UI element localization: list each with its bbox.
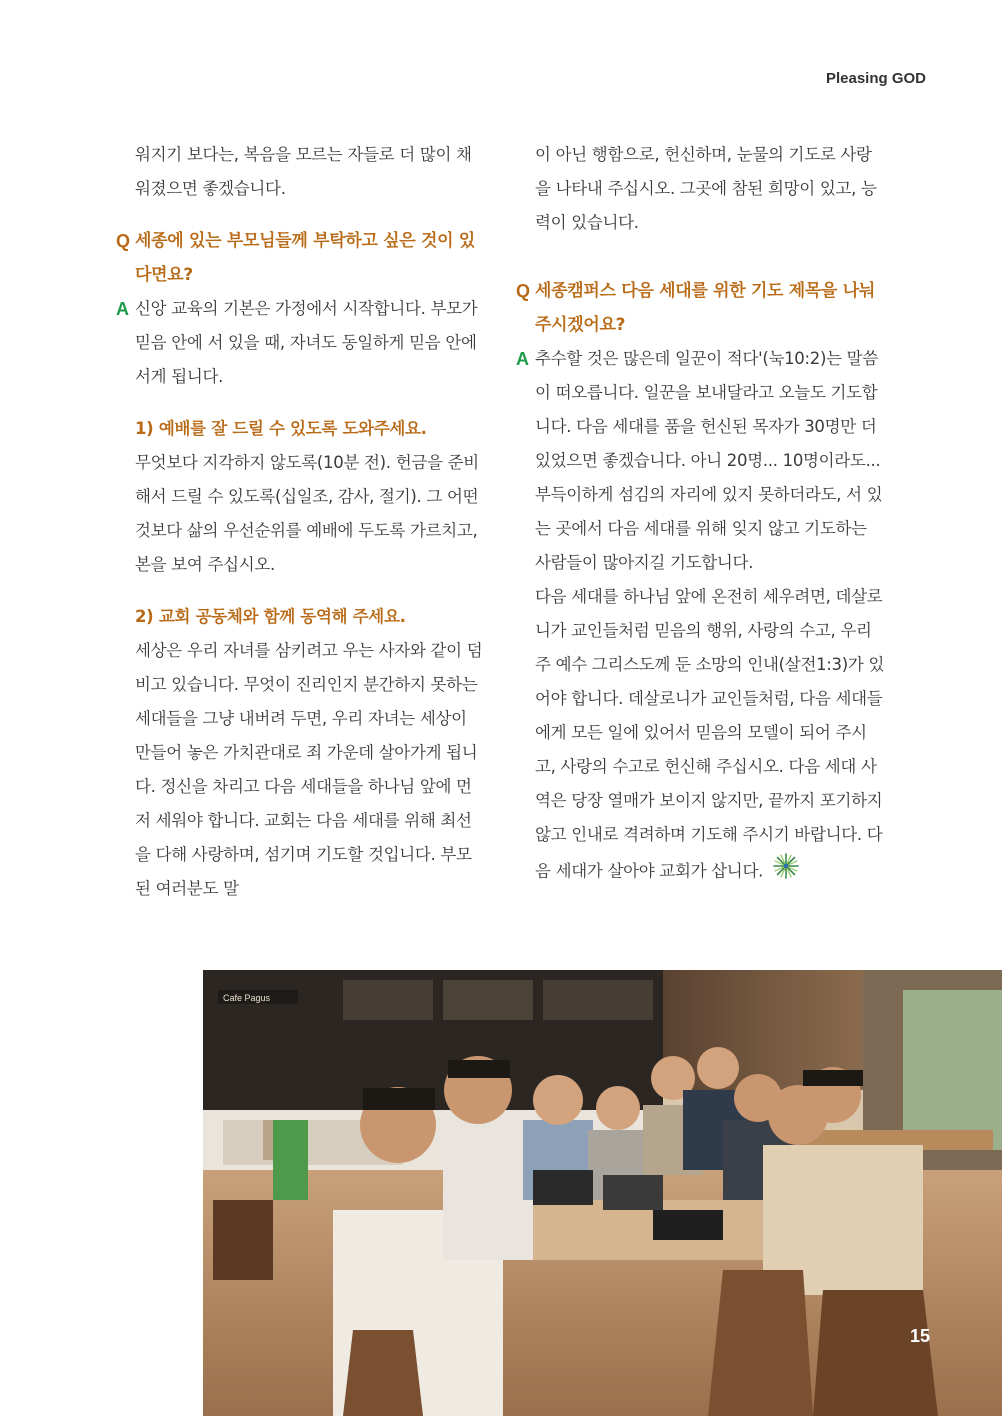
left-column: [116, 138, 485, 906]
answer-mark-label: A: [116, 299, 129, 319]
right-answer-text: 추수할 것은 많은데 일꾼이 적다'(눅10:2)는 말씀이 떠오릅니다. 일꾼을 보내달라고 오늘도 기도합니다. 다음 세대를 품을 헌신된 목자가 30명만 더 있었으면 좋겠습니다. 아니 20명... 10명이라도... 부득이하게 섬김의 자리에 있지 못하더라도, 서 있는 곳에서 다음 세대를 위해 잊지 않고 기도하는 사람들이 많아지길 기도합니다.: [535, 349, 883, 572]
right-question: [516, 274, 885, 342]
right-question-text: 세종캠퍼스 다음 세대를 위한 기도 제목을 나눠주시겠어요?: [535, 281, 876, 335]
left-question-text: 세종에 있는 부모님들께 부탁하고 싶은 것이 있다면요?: [135, 231, 476, 285]
running-header: Pleasing GOD: [825, 70, 926, 87]
left-intro-paragraph: 워지기 보다는, 복음을 모르는 자들로 더 많이 채워졌으면 좋겠습니다.: [135, 145, 472, 198]
answer-mark-label: A: [516, 349, 529, 369]
subheading-community: 2) 교회 공동체와 함께 동역해 주세요.: [135, 607, 406, 626]
right-answer: [516, 342, 885, 580]
group-photo: [203, 970, 1002, 1416]
left-answer-text: 신앙 교육의 기본은 가정에서 시작합니다. 부모가 믿음 안에 서 있을 때, 자녀도 동일하게 믿음 안에 서게 됩니다.: [135, 299, 478, 386]
page-number: 15: [909, 1326, 930, 1346]
cafe-sign: Cafe Pagus: [223, 993, 271, 1003]
question-mark-label: Q: [116, 231, 130, 251]
right-closing-text: 다음 세대를 하나님 앞에 온전히 세우려면, 데살로니가 교인들처럼 믿음의 행위, 사랑의 수고, 우리 주 예수 그리스도께 둔 소망의 인내(살전1:3)가 있어야 합니다. 데살로니가 교인들처럼, 다음 세대들에게 모든 일에 있어서 믿음의 모델이 되어 주시고, 사랑의 수고로 헌신해 주십시오. 다음 세대 사역은 당장 열매가 보이지 않지만, 끝까지 포기하지 않고 인내로 격려하며 기도해 주시기 바랍니다. 다음 세대가 살아야 교회가 삽니다.: [535, 587, 885, 881]
right-closing-paragraph: [535, 580, 885, 892]
subheading-worship: 1) 예배를 잘 드릴 수 있도록 도와주세요.: [135, 419, 427, 438]
left-answer: [116, 292, 485, 394]
left-question: [116, 224, 485, 292]
question-mark-label: Q: [516, 281, 530, 301]
worship-paragraph: 무엇보다 지각하지 않도록(10분 전). 헌금을 준비해서 드릴 수 있도록(십일조, 감사, 절기). 그 어떤 것보다 삶의 우선순위를 예배에 두도록 가르치고, 본을 보여 주십시오.: [135, 453, 479, 574]
right-column: [516, 138, 885, 892]
right-intro-paragraph: 이 아닌 행함으로, 헌신하며, 눈물의 기도로 사랑을 나타내 주십시오. 그곳에 참된 희망이 있고, 능력이 있습니다.: [535, 145, 877, 232]
sparkle-end-icon: [772, 852, 800, 892]
community-paragraph: 세상은 우리 자녀를 삼키려고 우는 사자와 같이 덤비고 있습니다. 무엇이 진리인지 분간하지 못하는 세대들을 그냥 내버려 두면, 우리 자녀는 세상이 만들어 놓은 가치관대로 죄 가운데 살아가게 됩니다. 정신을 차리고 다음 세대들을 하나님 앞에 먼저 세워야 합니다. 교회는 다음 세대를 위해 최선을 다해 사랑하며, 섬기며 기도할 것입니다. 부모 된 여러분도 말: [135, 641, 483, 898]
